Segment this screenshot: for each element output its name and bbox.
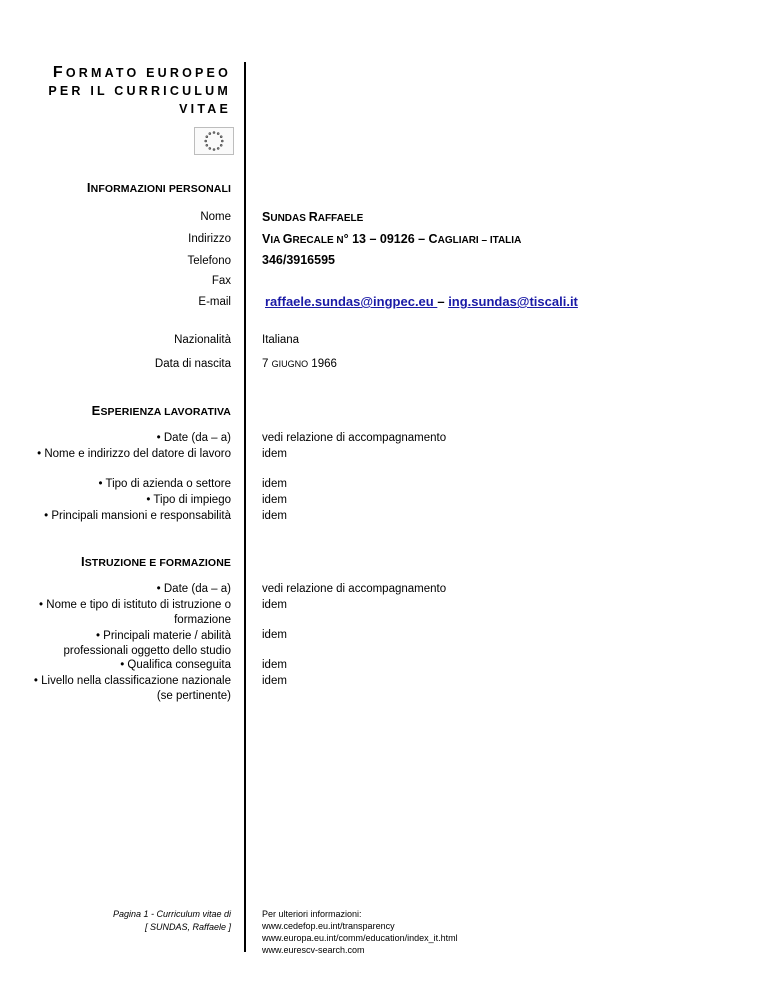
edu-label-dates: • Date (da – a) xyxy=(156,583,231,595)
edu-label-subjects: • Principali materie / abilità professionali oggetto dello studio xyxy=(63,630,231,657)
edu-label-institute: • Nome e tipo di istituto di istruzione o formazione xyxy=(39,599,231,626)
footer-page-line-1: Pagina 1 - Curriculum vitae di xyxy=(112,909,231,919)
work-label-duties: • Principali mansioni e responsabilità xyxy=(44,510,231,522)
edu-value-qualification: idem xyxy=(262,659,287,671)
title-line-1: FORMATO EUROPEO xyxy=(52,64,231,81)
title-line-3: VITAE xyxy=(179,102,231,116)
edu-value-institute: idem xyxy=(262,599,287,611)
edu-label-qualification: • Qualifica conseguita xyxy=(120,659,231,671)
birth-date-label: Data di nascita xyxy=(154,358,231,370)
section-work-experience: ESPERIENZA LAVORATIVA xyxy=(91,403,231,418)
footer-more-info xyxy=(262,908,458,956)
title-line-2: PER IL CURRICULUM xyxy=(48,84,231,98)
work-label-sector: • Tipo di azienda o settore xyxy=(98,478,231,490)
edu-label-level: • Livello nella classificazione nazionale (se pertinente) xyxy=(33,675,231,702)
email-label: E-mail xyxy=(198,296,231,308)
edu-value-level: idem xyxy=(262,675,287,687)
edu-value-subjects: idem xyxy=(262,629,287,641)
eu-flag-icon xyxy=(194,127,234,155)
phone-value: 346/3916595 xyxy=(262,253,335,267)
nationality-value: Italiana xyxy=(262,334,300,346)
edu-value-dates: vedi relazione di accompagnamento xyxy=(262,583,447,595)
work-value-dates: vedi relazione di accompagnamento xyxy=(262,432,447,444)
work-label-employer: • Nome e indirizzo del datore di lavoro xyxy=(37,448,231,460)
phone-label: Telefono xyxy=(187,255,231,267)
footer-link-europa[interactable]: www.europa.eu.int/comm/education/index_it.html xyxy=(262,933,458,943)
name-value: SUNDAS RAFFAELE xyxy=(262,210,364,224)
work-label-job-type: • Tipo di impiego xyxy=(146,494,231,506)
work-label-dates: • Date (da – a) xyxy=(156,432,231,444)
address-label: Indirizzo xyxy=(188,233,231,245)
section-education: ISTRUZIONE E FORMAZIONE xyxy=(80,554,231,569)
work-value-employer: idem xyxy=(262,448,287,460)
footer-page-info xyxy=(113,908,231,934)
footer-page-line-2: [ SUNDAS, Raffaele ] xyxy=(144,922,231,932)
name-label: Nome xyxy=(200,211,231,223)
address-value: VIA GRECALE N° 13 – 09126 – CAGLIARI – ITALIA xyxy=(262,232,522,246)
section-personal-info: INFORMAZIONI PERSONALI xyxy=(86,180,231,195)
work-value-job-type: idem xyxy=(262,494,287,506)
vertical-divider xyxy=(244,62,246,952)
work-value-duties: idem xyxy=(262,510,287,522)
birth-date-value: 7 GIUGNO 1966 xyxy=(262,358,337,370)
footer-link-cedefop[interactable]: www.cedefop.eu.int/transparency xyxy=(262,921,395,931)
email-link-2[interactable]: ing.sundas@tiscali.it xyxy=(448,294,578,309)
email-value: raffaele.sundas@ingpec.eu – ing.sundas@tiscali.it xyxy=(265,294,578,309)
work-value-sector: idem xyxy=(262,478,287,490)
fax-label: Fax xyxy=(211,275,231,287)
nationality-label: Nazionalità xyxy=(174,334,231,346)
footer-link-eurescv[interactable]: www.eurescv-search.com xyxy=(262,945,365,955)
footer-info-heading: Per ulteriori informazioni: xyxy=(262,909,362,919)
email-link-1[interactable]: raffaele.sundas@ingpec.eu xyxy=(265,294,438,309)
